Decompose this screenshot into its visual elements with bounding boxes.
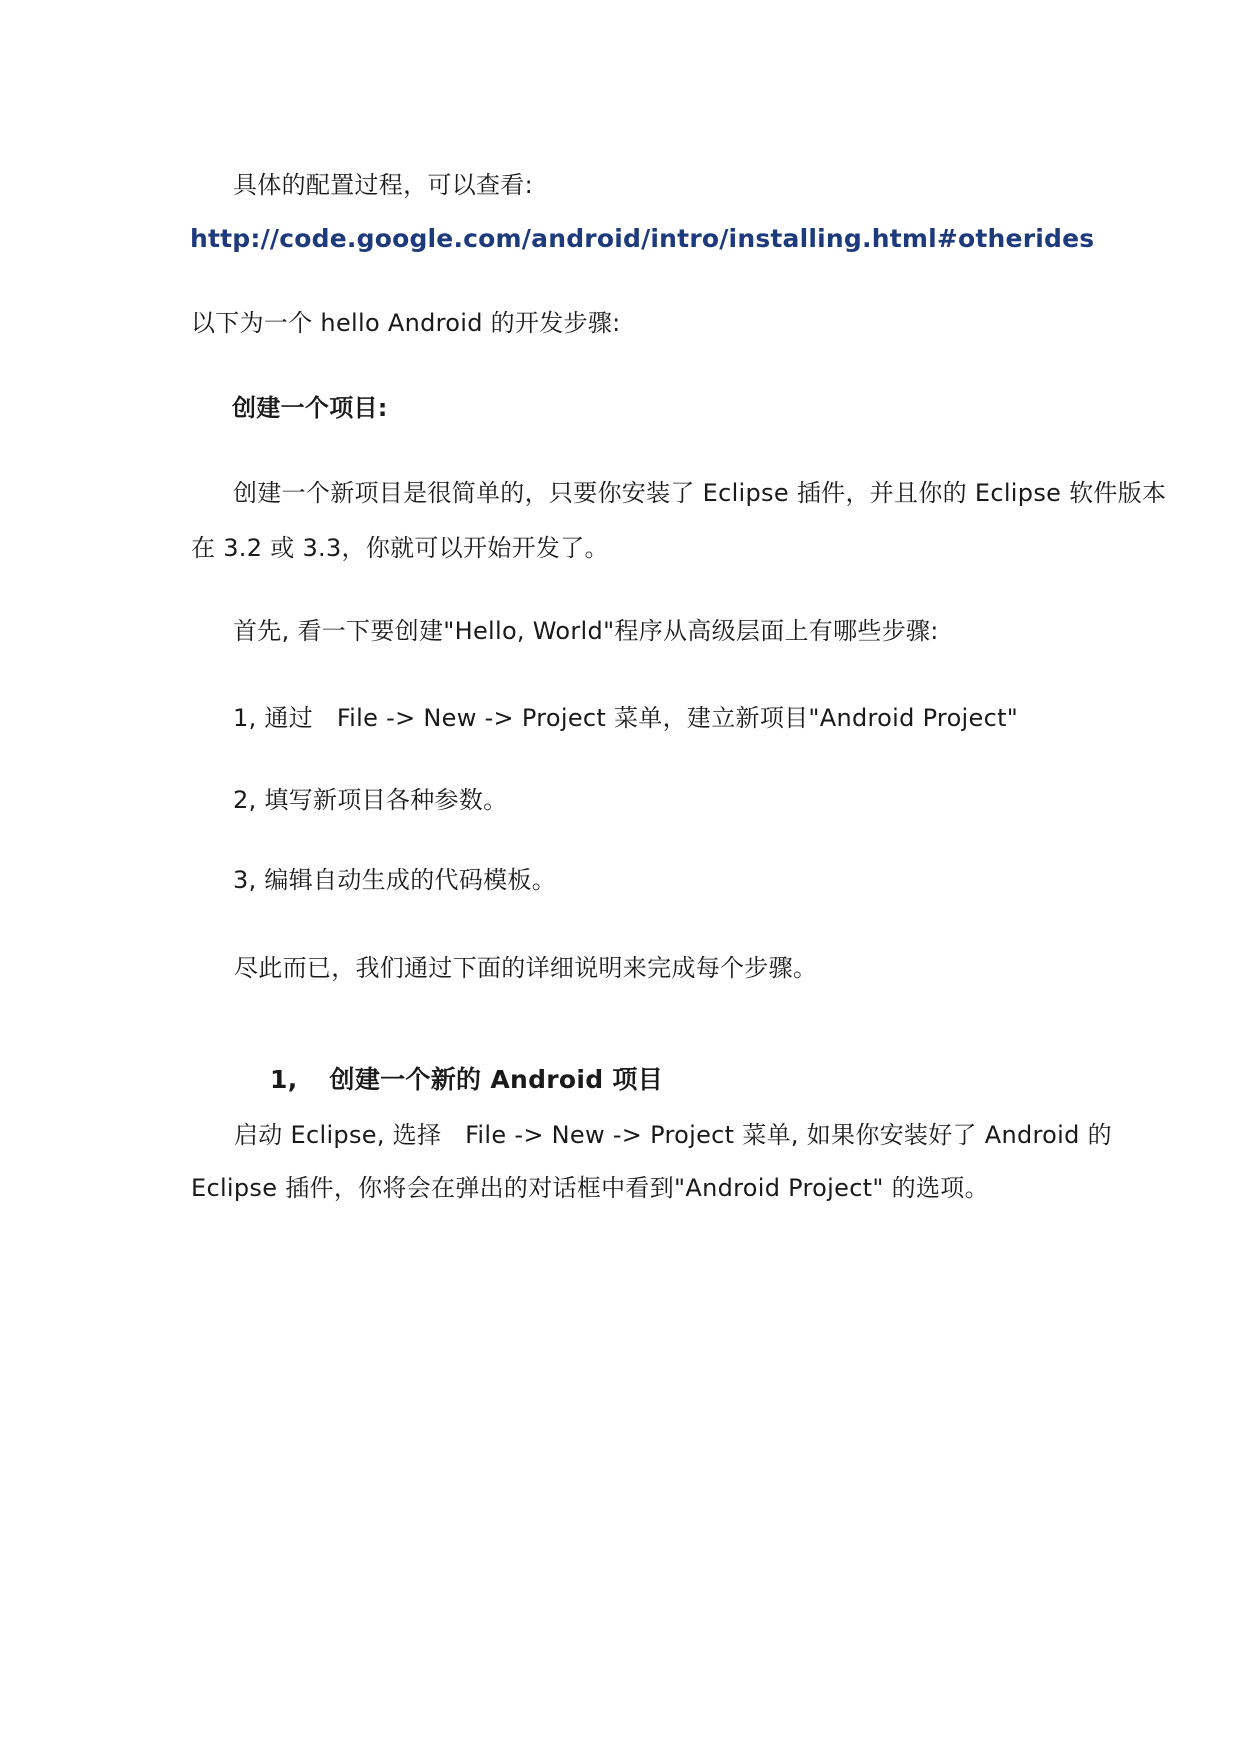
paragraph-create-project-line1: 创建一个新项目是很简单的，只要你安装了 Eclipse 插件，并且你的 Eclipse 软件版本 [233, 479, 1167, 507]
list-item-step-2: 2, 填写新项目各种参数。 [233, 786, 508, 814]
list-item-step-1: 1, 通过 File -> New -> Project 菜单，建立新项目"Android Project" [233, 704, 1019, 732]
section-heading-create-project: 创建一个项目: [232, 394, 388, 422]
paragraph-hello-world-overview: 首先, 看一下要创建"Hello, World"程序从高级层面上有哪些步骤: [233, 617, 939, 645]
heading-number: 1, [270, 1065, 298, 1094]
paragraph-steps-intro: 以下为一个 hello Android 的开发步骤: [191, 309, 621, 337]
paragraph-create-project-line2: 在 3.2 或 3.3，你就可以开始开发了。 [191, 534, 609, 562]
install-guide-link[interactable]: http://code.google.com/android/intro/installing.html#otherides [190, 224, 1095, 253]
paragraph-start-eclipse-line2: Eclipse 插件，你将会在弹出的对话框中看到"Android Project" 的选项。 [191, 1174, 989, 1202]
list-item-step-3: 3, 编辑自动生成的代码模板。 [233, 866, 557, 894]
paragraph-config-intro: 具体的配置过程，可以查看: [233, 171, 533, 199]
numbered-heading-new-android-project [234, 1035, 663, 1125]
paragraph-summary: 尽此而已，我们通过下面的详细说明来完成每个步骤。 [234, 954, 818, 982]
paragraph-start-eclipse-line1: 启动 Eclipse, 选择 File -> New -> Project 菜单, 如果你安装好了 Android 的 [234, 1121, 1112, 1149]
heading-title: 创建一个新的 Android 项目 [329, 1065, 664, 1094]
